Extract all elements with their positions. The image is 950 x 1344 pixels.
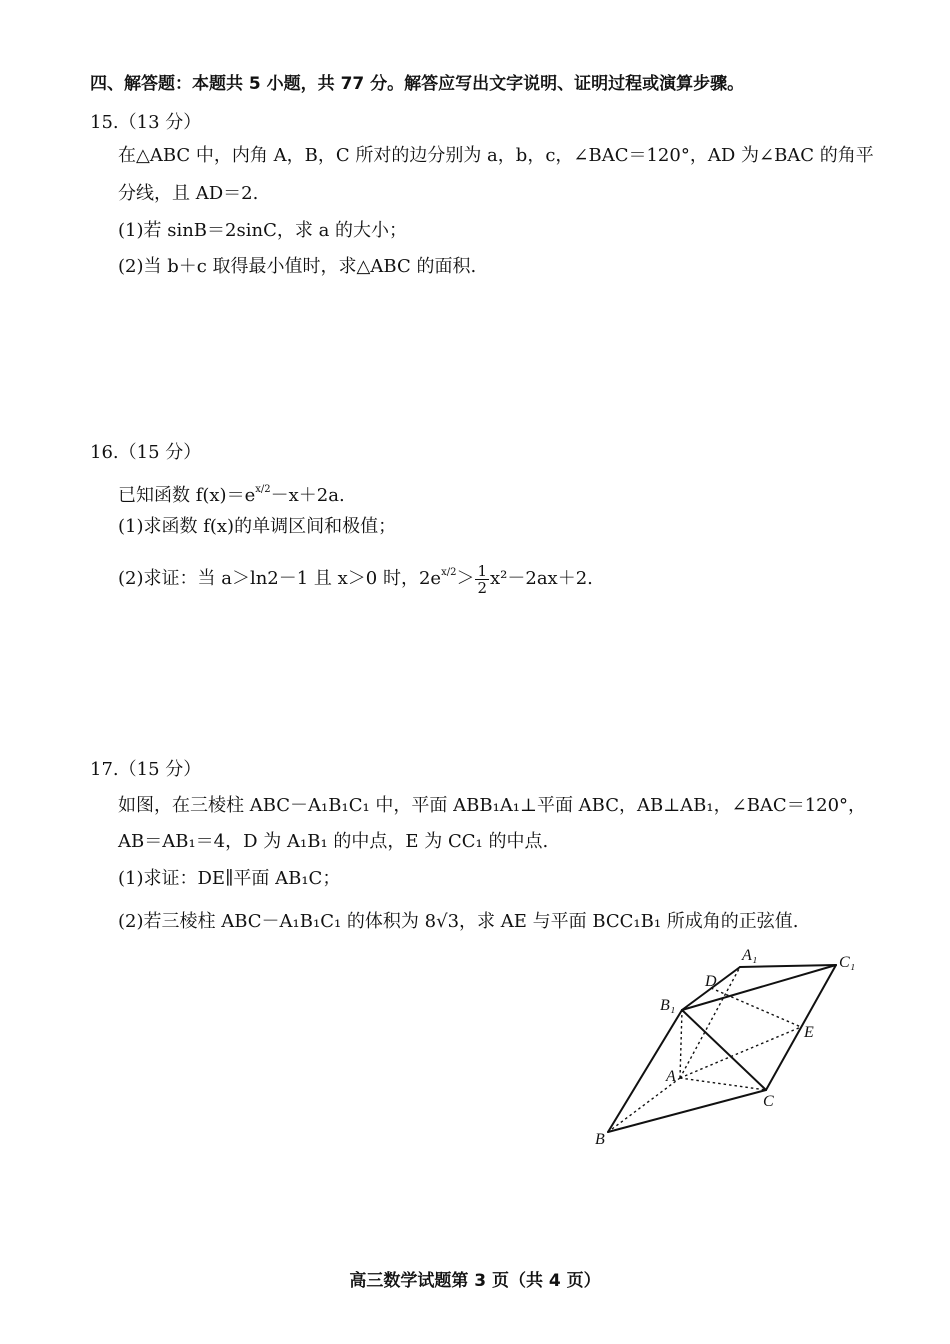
problem-16-number: 16.（15 分） xyxy=(90,442,202,463)
problem-16-line-1 xyxy=(118,478,345,508)
problem-15-number: 15.（13 分） xyxy=(90,112,202,133)
fraction-denominator: 2 xyxy=(477,578,487,597)
problem-16-part-1: (1)求函数 f(x)的单调区间和极值； xyxy=(118,516,397,537)
problem-17-line-2: AB＝AB₁＝4，D 为 A₁B₁ 的中点，E 为 CC₁ 的中点. xyxy=(118,831,549,852)
problem-17-part-2: (2)若三棱柱 ABC－A₁B₁C₁ 的体积为 8√3，求 AE 与平面 BCC₁B₁ 所成角的正弦值. xyxy=(118,911,799,932)
edge-C1-A1 xyxy=(740,965,836,967)
hidden-segment-A-E xyxy=(680,1027,801,1078)
edge-C-C1 xyxy=(766,965,836,1090)
problem-15-line-2: 分线，且 AD＝2. xyxy=(118,183,259,204)
label-A: A xyxy=(666,1068,676,1085)
label-C: C xyxy=(763,1093,774,1110)
label-A1: A₁ xyxy=(742,947,758,964)
fraction-one-half xyxy=(475,563,489,596)
prism-figure xyxy=(580,940,880,1160)
label-D: D xyxy=(705,973,717,990)
greater-than: ＞ xyxy=(456,568,475,589)
label-B: B xyxy=(595,1131,605,1148)
label-E: E xyxy=(804,1024,814,1041)
label-C1: C₁ xyxy=(839,954,856,971)
problem-16-part-2-start: (2)求证：当 a＞ln2－1 且 x＞0 时，2e xyxy=(118,568,442,589)
exponent-x-over-2: x/2 xyxy=(255,484,271,495)
problem-15-part-2: (2)当 b＋c 取得最小值时，求△ABC 的面积. xyxy=(118,256,477,277)
edge-B-C xyxy=(608,1090,766,1132)
hidden-segment-D-E xyxy=(711,988,801,1027)
exponent-x-over-2-b: x/2 xyxy=(441,567,457,578)
problem-16-part-2-end: x²－2ax＋2. xyxy=(490,568,593,589)
problem-16-func-start: 已知函数 f(x)＝e xyxy=(118,485,256,506)
label-B1: B₁ xyxy=(660,997,676,1014)
problem-15-line-1: 在△ABC 中，内角 A，B，C 所对的边分别为 a，b，c，∠BAC＝120°，AD 为∠BAC 的角平 xyxy=(118,145,874,166)
edge-B1-C xyxy=(682,1010,766,1090)
hidden-edge-A-C xyxy=(680,1078,766,1090)
problem-17-line-1: 如图，在三棱柱 ABC－A₁B₁C₁ 中，平面 ABB₁A₁⊥平面 ABC，AB⊥AB₁，∠BAC＝120°， xyxy=(118,795,867,816)
problem-15-part-1: (1)若 sinB＝2sinC，求 a 的大小； xyxy=(118,220,408,241)
section-header: 四、解答题：本题共 5 小题，共 77 分。解答应写出文字说明、证明过程或演算步骤。 xyxy=(90,74,745,94)
problem-17-part-1: (1)求证：DE∥平面 AB₁C； xyxy=(118,868,341,889)
page-footer: 高三数学试题第 3 页（共 4 页） xyxy=(349,1271,601,1291)
problem-17-number: 17.（15 分） xyxy=(90,759,202,780)
problem-16-part-2 xyxy=(118,561,593,596)
hidden-edge-A-B1 xyxy=(680,1010,682,1078)
fraction-numerator: 1 xyxy=(477,561,487,580)
problem-16-func-end: －x＋2a. xyxy=(270,485,345,506)
hidden-edge-A-B xyxy=(608,1078,680,1132)
